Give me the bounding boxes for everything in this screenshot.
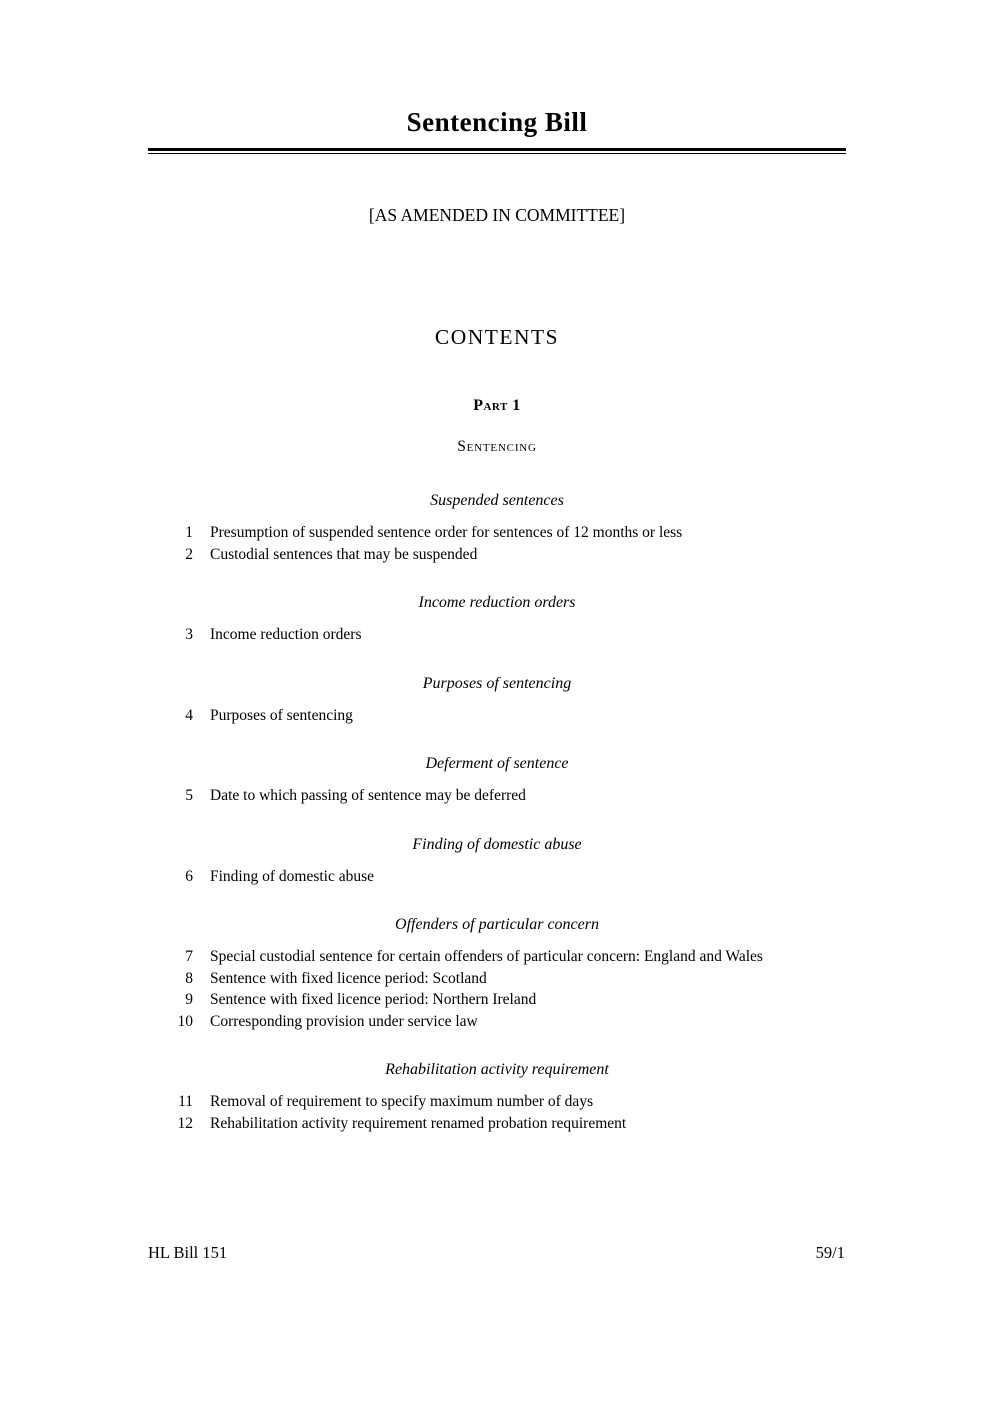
section-heading: Income reduction orders	[418, 594, 576, 611]
contents-heading: CONTENTS	[434, 325, 560, 349]
section-heading: Finding of domestic abuse	[412, 835, 582, 853]
toc-item	[148, 1011, 846, 1033]
item-text: Date to which passing of sentence may be deferred	[210, 787, 526, 804]
item-number: 8	[185, 969, 193, 987]
toc-item	[148, 866, 846, 888]
toc-item	[148, 624, 846, 646]
item-number: 4	[185, 706, 193, 724]
toc-section-deferment-of-sentence	[148, 753, 846, 807]
part-subject: Sentencing	[457, 438, 537, 455]
item-text: Finding of domestic abuse	[210, 867, 375, 885]
item-text: Custodial sentences that may be suspended	[210, 545, 478, 563]
item-number: 2	[185, 545, 193, 563]
toc-item	[148, 522, 846, 544]
title-rule	[148, 148, 846, 154]
item-number: 3	[185, 626, 193, 643]
item-number: 9	[185, 991, 193, 1008]
toc-item	[148, 785, 846, 807]
item-text: Sentence with fixed licence period: Scotland	[210, 969, 487, 987]
section-heading: Rehabilitation activity requirement	[385, 1061, 609, 1078]
footer-page-ref: 59/1	[815, 1243, 845, 1262]
item-text: Presumption of suspended sentence order for sentences of 12 months or less	[210, 524, 683, 541]
toc-item	[148, 544, 846, 566]
item-text: Purposes of sentencing	[210, 706, 353, 724]
item-number: 6	[185, 867, 193, 885]
toc-item	[148, 705, 846, 727]
toc-section-suspended-sentences	[148, 490, 846, 565]
item-text: Removal of requirement to specify maximum number of days	[210, 1093, 594, 1110]
item-number: 12	[177, 1114, 193, 1132]
toc-item	[148, 946, 846, 968]
bill-title: Sentencing Bill	[406, 107, 588, 137]
item-text: Sentence with fixed licence period: Northern Ireland	[210, 991, 537, 1008]
page-footer	[148, 1242, 845, 1263]
footer-bill-number: HL Bill 151	[148, 1243, 228, 1262]
item-number: 5	[185, 787, 193, 804]
toc-item	[148, 1113, 846, 1135]
section-heading: Offenders of particular concern	[395, 916, 599, 933]
table-of-contents	[148, 490, 846, 1134]
part-label: Part 1	[473, 397, 521, 414]
toc-section-offenders-of-particular-concern	[148, 914, 846, 1032]
toc-item	[148, 1091, 846, 1113]
toc-item	[148, 968, 846, 990]
item-number: 11	[178, 1093, 193, 1110]
toc-section-income-reduction-orders	[148, 592, 846, 646]
item-number: 1	[185, 524, 193, 541]
page-content	[148, 0, 846, 1161]
item-text: Special custodial sentence for certain offenders of particular concern: England and Wales	[210, 948, 763, 965]
amended-note: [AS AMENDED IN COMMITTEE]	[368, 205, 626, 225]
section-heading: Suspended sentences	[430, 492, 564, 509]
toc-item	[148, 989, 846, 1011]
toc-section-rehabilitation-activity-requirement	[148, 1059, 846, 1134]
title-rule-thin	[148, 153, 846, 154]
toc-section-finding-of-domestic-abuse	[148, 834, 846, 888]
item-text: Corresponding provision under service law	[210, 1012, 478, 1030]
item-text: Rehabilitation activity requirement renamed probation requirement	[210, 1114, 627, 1132]
section-heading: Deferment of sentence	[425, 755, 569, 772]
item-number: 7	[185, 948, 193, 965]
section-heading: Purposes of sentencing	[422, 674, 572, 692]
item-text: Income reduction orders	[210, 626, 362, 643]
toc-section-purposes-of-sentencing	[148, 673, 846, 727]
item-number: 10	[177, 1012, 193, 1030]
